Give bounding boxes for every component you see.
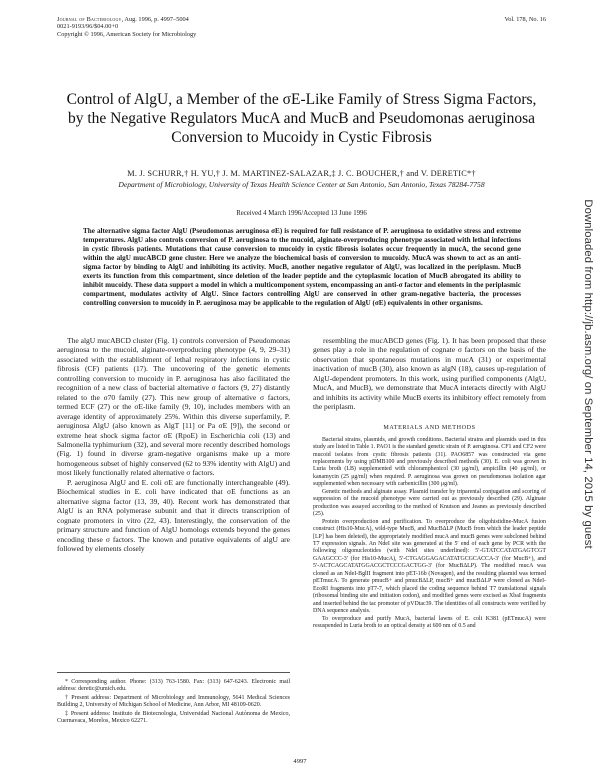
methods-paragraph: Protein overproduction and purification. To overproduce the oligohistidine-MucA fusion construct (His10-MucA), wild-type MucB, and MucBΔLP (MucB from which the leader peptide [LP] has been deleted), the appropriately modified mucA and mucB genes were subcloned behind T7 expression signals. An NdeI site was generated at the 5′ end of each gene by PCR with the following oligonucleotides (with NdeI sites underlined): 5′-GTATCCATATGAGTCGT GAAGCCC-3′ (for His10-MucA), 5′-CTGAGGAGACATATGCGCACCA-3′ (for MucB+), and 5′-ACTCAGCATATGGACGCTCCCGACTGG-3′ (for MucBΔLP). The modified mucA was cloned as an NdeI-BglII fragment into pET-16b (Novagen), and the resulting plasmid was termed pETmucA. To generate pmucB+ and pmucBΔLP, mucB+ and mucBΔLP were cloned as NdeI-EcoRI fragments into pT7-7, which placed the coding sequence behind T7 translational signals (ribosomal binding site and initiation codon), and modified genes were excised as XbaI fragments and inserted behind the tac promoter of pVDtac39. The identities of all constructs were verified by DNA sequence analysis. — [313, 518, 546, 615]
volume-issue: Vol. 178, No. 16 — [504, 16, 546, 23]
journal-name: Journal of Bacteriology — [57, 16, 122, 23]
body-paragraph: P. aeruginosa AlgU and E. coli σE are functionally interchangeable (49). Biochemical studies in E. coli have indicated that σE functions as an alternative sigma factor (13, 39, 40). Recent work has demonstrated that AlgU is an RNA polymerase subunit and that it directs transcription of cognate promoters in vitro (22, 43). Interestingly, the conservation of the primary structure and function of AlgU homologs extends beyond the genes encoding these σ factors. The known and putative equivalents of algU are followed by elements closely — [57, 477, 290, 553]
citation-detail: , Aug. 1996, p. 4997–5004 — [121, 16, 189, 23]
page-number: 4997 — [293, 758, 307, 765]
journal-header — [57, 16, 357, 38]
methods-paragraph: Bacterial strains, plasmids, and growth conditions. Bacterial strains and plasmids used in this study are listed in Table 1. PAO1 is the standard genetic strain of P. aeruginosa. CF1 and CF2 were mucoid isolates from cystic fibrosis patients (31). PAO6857 was constructed via gene replacements by using pDMB100 and previously described methods (30). E. coli was grown in Luria broth (LB) supplemented with chloramphenicol (30 μg/ml), ampicillin (40 μg/ml), or kanamycin (25 μg/ml) when required. P. aeruginosa was grown on pseudomonas isolation agar supplemented when necessary with carbenicillin (300 μg/ml). — [313, 436, 546, 488]
methods-paragraph: To overproduce and purify MucA, bacterial lawns of E. coli K381 (pETmucA) were resuspended in Luria broth to an optical density at 600 nm of 0.5 and — [313, 615, 546, 629]
body-column-left — [57, 336, 290, 553]
body-column-right — [313, 336, 546, 630]
footnotes — [57, 672, 290, 726]
affiliation: Department of Microbiology, University of Texas Health Science Center at San Antonio, San Antonio, Texas 78284-7758 — [118, 180, 485, 189]
received-dates: Received 4 March 1996/Accepted 13 June 1996 — [236, 210, 367, 217]
abstract: The alternative sigma factor AlgU (Pseudomonas aeruginosa σE) is required for full resistance of P. aeruginosa to oxidative stress and extreme temperatures. AlgU also controls conversion of P. aeruginosa to the mucoid, alginate-overproducing phenotype associated with lethal infections in cystic fibrosis patients. Mutations that cause conversion to mucoidy in cystic fibrosis isolates occur frequently in mucA, the second gene within the algU mucABCD gene cluster. Here we analyze the biochemical basis of conversion to mucoidy. MucA was shown to act as an anti-sigma factor by binding to AlgU and inhibiting its activity. MucB, another negative regulator of AlgU, was localized in the periplasm. MucB exerts its function from this compartment, since deletion of the leader peptide and the cytoplasmic location of MucB abrogated its ability to inhibit mucoidy. These data support a model in which a multicomponent system, encompassing an anti-σ factor and elements in the periplasmic compartment, modulates activity of AlgU. Since factors controlling AlgU are conserved in other gram-negative bacteria, the processes controlling conversion to mucoidy in P. aeruginosa may be applicable to the regulation of AlgU (σE) equivalents in other organisms. — [83, 227, 521, 308]
download-watermark: Downloaded from http://jb.asm.org/ on September 14, 2015 by guest — [582, 199, 594, 549]
issn: 0021-9193/96/$04.00+0 — [57, 23, 119, 31]
footnote-address-2: ‡ Present address: Instituto de Biotecnologia, Universidad Nacional Autónoma de Mexico, Cuernavaca, Morelos, Mexico 62271. — [57, 710, 290, 725]
journal-citation — [57, 16, 357, 23]
article-title: Control of AlgU, a Member of the σE-Like Family of Stress Sigma Factors, by the Negative Regulators MucA and MucB and Pseudomonas aeruginosa Conversion to Mucoidy in Cystic Fibrosis — [66, 91, 537, 146]
copyright: Copyright © 1996, American Society for Microbiology — [57, 30, 197, 38]
author-list: M. J. SCHURR,† H. YU,† J. M. MARTINEZ-SALAZAR,‡ J. C. BOUCHER,† and V. DERETIC*† — [127, 169, 476, 178]
body-paragraph: The algU mucABCD cluster (Fig. 1) controls conversion of Pseudomonas aeruginosa to the mucoid, alginate-overproducing phenotype (4, 9, 29–31) associated with the establishment of lethal respiratory infections in cystic fibrosis (CF) patients (17). The uncovering of the genetic elements controlling conversion to mucoidy in P. aeruginosa has also facilitated the recognition of a new class of bacterial alternative σ factors (9, 27) distantly related to the σ70 family (27). This new group of alternative σ factors, termed ECF (27) or the σE-like family (9, 10), includes members with an average identity of approximately 25%. Within this diverse superfamily, P. aeruginosa AlgU (also known as AlgT [11] or Pa σE [9]), the second or extreme heat shock sigma factor σE (RpoE) in Escherichia coli (13) and Salmonella typhimurium (32), and several more recently described homologs (Fig. 1) found in diverse gram-negative organisms make up a more homogeneous subset of highly conserved (62 to 93% identity with AlgU) and most likely functionally related alternative σ factors. — [57, 336, 290, 478]
methods-paragraph: Genetic methods and alginate assay. Plasmid transfer by triparental conjugation and scoring of suppression of the mucoid phenotype were carried out as previously described (29). Alginate production was assayed according to the method of Knutson and Jeanes as previously described (25). — [313, 488, 546, 518]
body-paragraph: resembling the mucABCD genes (Fig. 1). It has been proposed that these genes play a role in the regulation of cognate σ factors on the basis of the observation that spontaneous mutations in mucA (31) or experimental inactivation of mucB (30), also known as algN (18), causes up-regulation of AlgU-dependent promoters. In this work, using purified components (AlgU, MucA, and MucB), we demonstrate that MucA interacts directly with AlgU and inhibits its activity while MucB exerts its inhibitory effect remotely from the periplasm. — [313, 336, 546, 412]
footnote-corresponding: * Corresponding author. Phone: (313) 763-1580. Fax: (313) 647-6243. Electronic mail address: deretic@umich.edu. — [57, 679, 290, 693]
methods-heading: MATERIALS AND METHODS — [383, 424, 476, 431]
methods-text — [313, 437, 546, 631]
footnote-address-1: † Present address: Department of Microbiology and Immunology, 5641 Medical Sciences Building 2, University of Michigan School of Medicine, Ann Arbor, MI 48109-0620. — [57, 694, 290, 709]
